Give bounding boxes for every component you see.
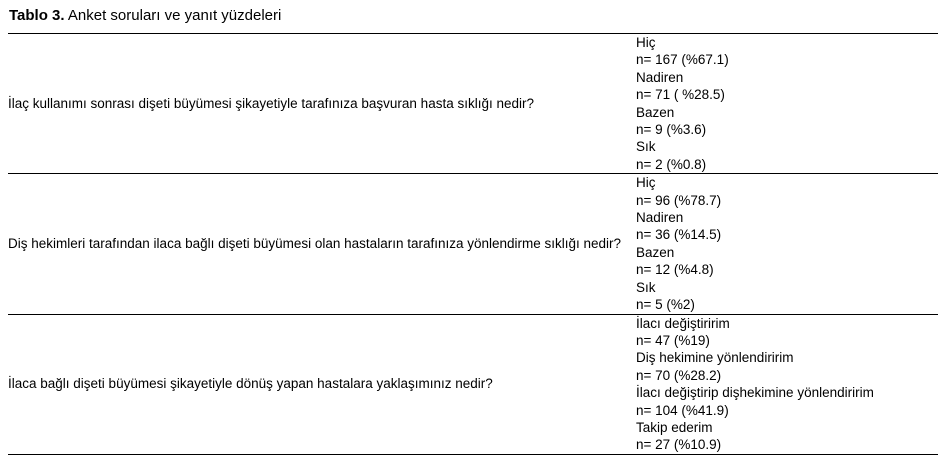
answer-value: n= 71 ( %28.5): [636, 87, 725, 103]
answer-value: n= 12 (%4.8): [636, 262, 714, 278]
answers-cell: [636, 314, 938, 454]
answer-value: n= 27 (%10.9): [636, 437, 722, 453]
answers-cell: [636, 174, 938, 314]
answer-label: Diş hekimine yönlendiririm: [636, 350, 794, 366]
answer-label: İlacı değiştiririm: [636, 315, 730, 331]
answer-value: n= 104 (%41.9): [636, 402, 729, 418]
answer-label: Nadiren: [636, 69, 684, 85]
answers-cell: [636, 34, 938, 174]
answer-label: Hiç: [636, 175, 656, 191]
answer-label: İlacı değiştirip dişhekimine yönlendiririm: [636, 385, 874, 401]
question-cell: İlaç kullanımı sonrası dişeti büyümesi şikayetiyle tarafınıza başvuran hasta sıklığı nedir?: [8, 95, 534, 111]
table-caption-label: Tablo 3.: [9, 7, 65, 24]
answer-label: Nadiren: [636, 210, 684, 226]
survey-table: [8, 33, 938, 455]
table-row: [8, 34, 938, 174]
answer-label: Sık: [636, 139, 656, 155]
answer-label: Bazen: [636, 104, 675, 120]
answer-label: Takip ederim: [636, 419, 713, 435]
answer-value: n= 2 (%0.8): [636, 156, 707, 172]
answer-value: n= 5 (%2): [636, 297, 695, 313]
answer-value: n= 47 (%19): [636, 332, 710, 348]
answer-label: Bazen: [636, 244, 675, 260]
question-cell: İlaca bağlı dişeti büyümesi şikayetiyle dönüş yapan hastalara yaklaşımınız nedir?: [8, 314, 636, 454]
table-row: [8, 314, 938, 454]
table-caption: [9, 6, 281, 26]
answer-label: Sık: [636, 279, 656, 295]
answer-value: n= 96 (%78.7): [636, 192, 722, 208]
answer-value: n= 167 (%67.1): [636, 52, 729, 68]
answer-value: n= 70 (%28.2): [636, 367, 722, 383]
question-cell: Diş hekimleri tarafından ilaca bağlı dişeti büyümesi olan hastaların tarafınıza yönlendirme sıklığı nedir?: [8, 174, 636, 314]
answer-value: n= 9 (%3.6): [636, 122, 707, 138]
table-row: [8, 174, 938, 314]
answer-value: n= 36 (%14.5): [636, 227, 722, 243]
answer-label: Hiç: [636, 35, 656, 50]
table-caption-text: Anket soruları ve yanıt yüzdeleri: [67, 7, 282, 24]
